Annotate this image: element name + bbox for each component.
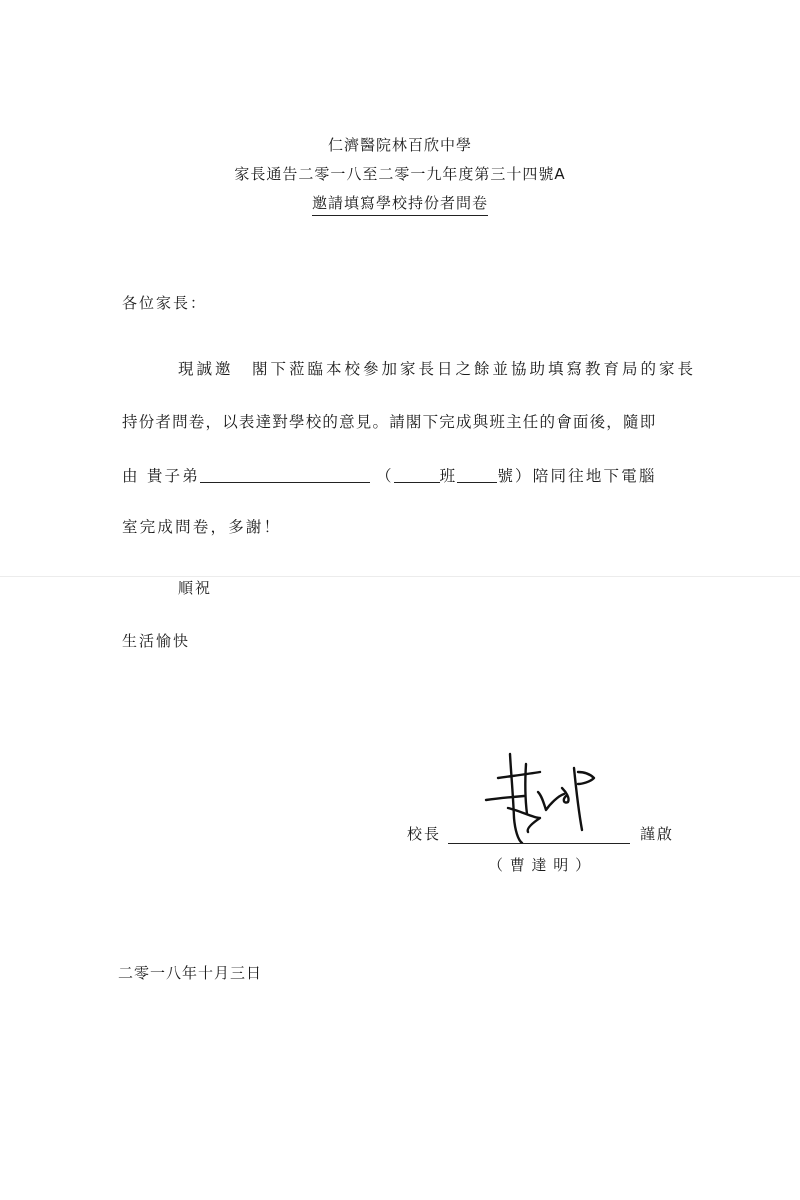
class-label: 班: [439, 467, 458, 485]
scan-fold-line: [0, 576, 800, 577]
principal-role: 校長: [407, 825, 442, 843]
body-line-4: 室完成問卷，多謝！: [122, 518, 282, 536]
principal-signature: [478, 748, 598, 844]
salutation: 各位家長：: [122, 294, 208, 312]
body-line-3: [122, 464, 657, 486]
respectfully: 謹啟: [640, 825, 675, 843]
student-name-blank[interactable]: [200, 482, 370, 483]
school-name: 仁濟醫院林百欣中學: [327, 136, 472, 154]
notice-title: 邀請填寫學校持份者問卷: [312, 192, 488, 216]
number-label: 號）陪同往地下電腦: [497, 467, 657, 485]
notice-date: 二零一八年十月三日: [118, 964, 263, 982]
signature-line: [448, 843, 630, 844]
body-line-1: 現誠邀 閣下蒞臨本校參加家長日之餘並協助填寫教育局的家長: [178, 360, 697, 378]
closing-wish: 生活愉快: [122, 632, 191, 650]
number-blank[interactable]: [457, 482, 497, 483]
notice-title-wrap: [0, 192, 800, 216]
principal-name: （ 曹 達 明 ）: [488, 856, 592, 874]
notice-number: 家長通告二零一八至二零一九年度第三十四號A: [234, 165, 566, 183]
student-prefix: 由 貴子弟: [122, 467, 200, 485]
paren-open: （: [375, 467, 394, 485]
closing-greeting: 順祝: [178, 579, 213, 597]
body-line-2: 持份者問卷，以表達對學校的意見。請閣下完成與班主任的會面後，隨即: [122, 413, 657, 431]
class-blank[interactable]: [394, 482, 440, 483]
